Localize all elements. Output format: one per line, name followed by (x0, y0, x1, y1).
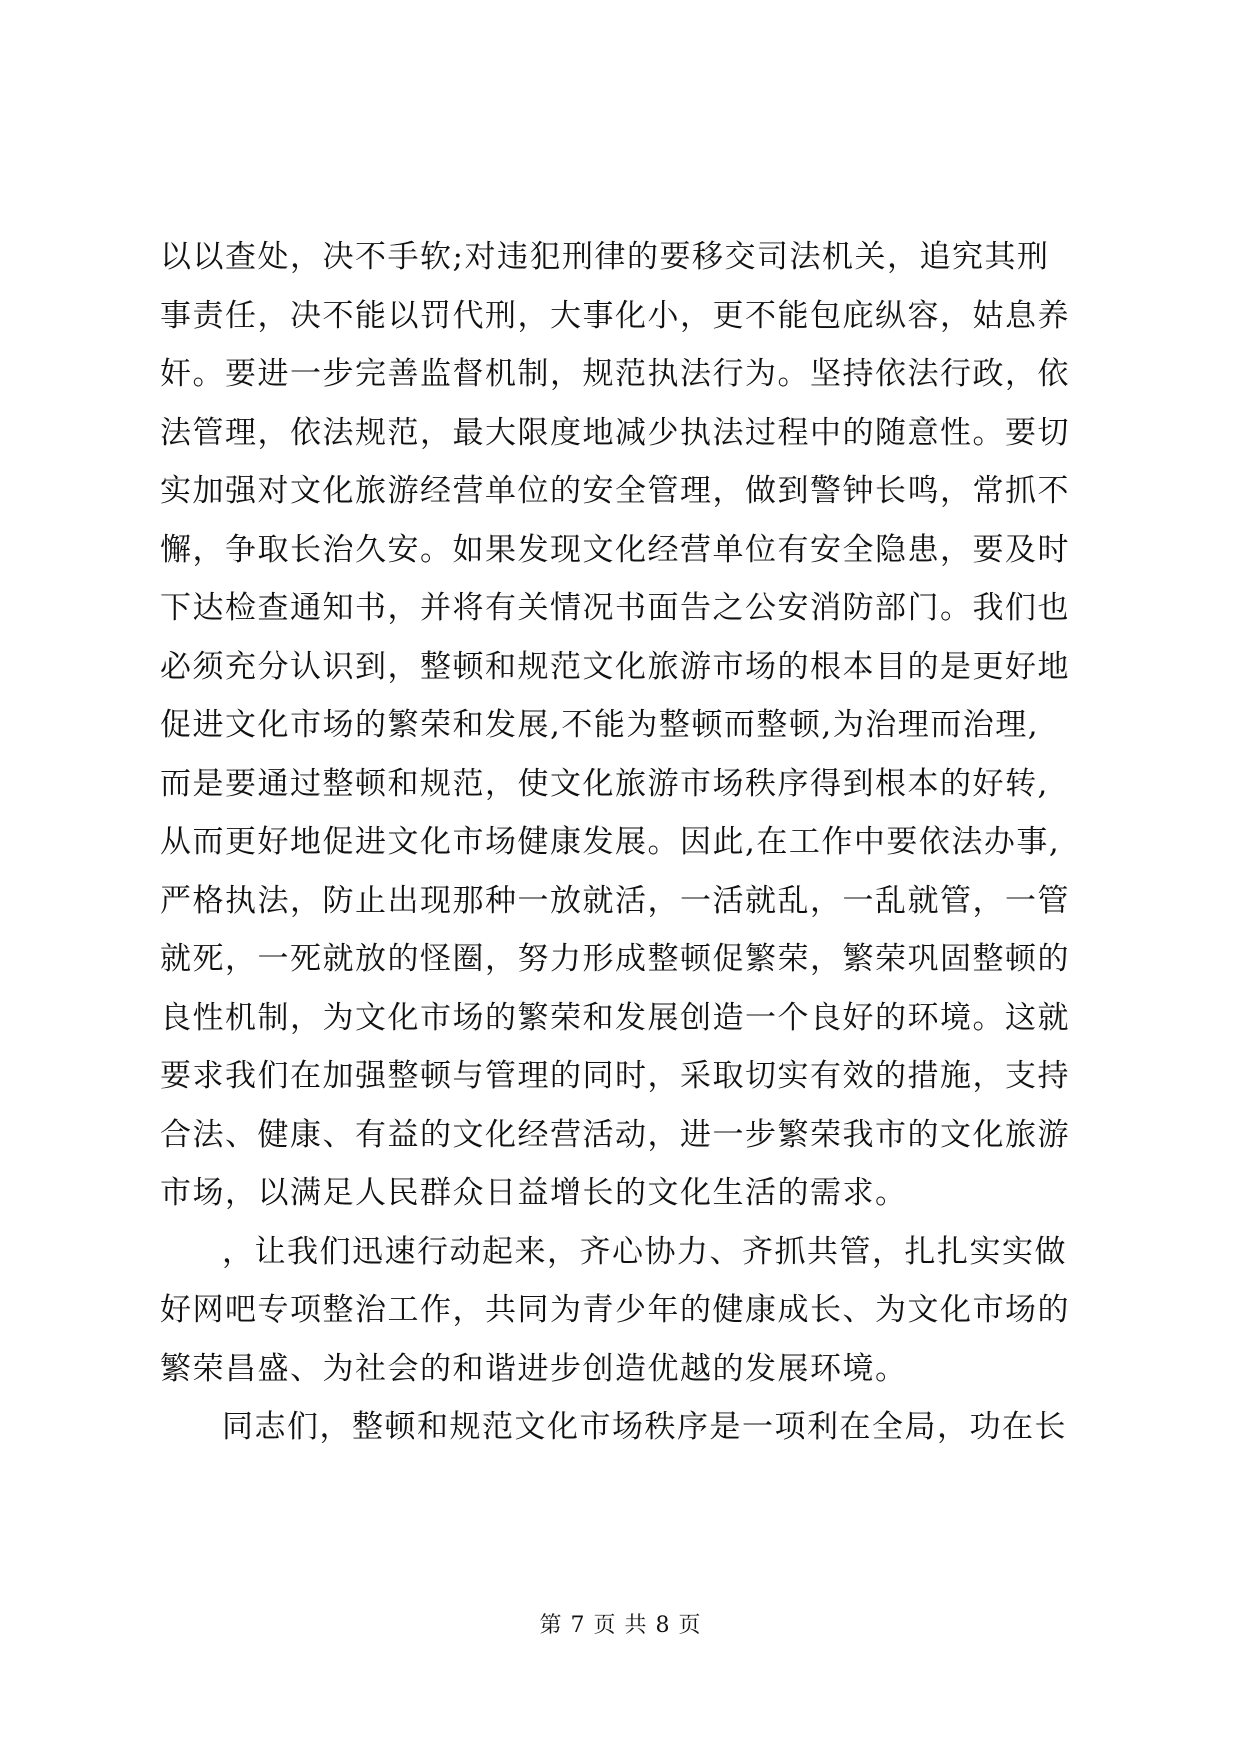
text-line: 好网吧专项整治工作，共同为青少年的健康成长、为文化市场的 (160, 1292, 1070, 1328)
text-line: 事责任，决不能以罚代刑，大事化小，更不能包庇纵容，姑息养 (160, 297, 1070, 334)
paragraph (160, 1398, 1090, 1457)
text-line: 市场，以满足人民群众日益增长的文化生活的需求。 (160, 1175, 908, 1211)
text-line: 而是要通过整顿和规范，使文化旅游市场秩序得到根本的好转, (160, 765, 1049, 802)
text-line: 合法、健康、有益的文化经营活动，进一步繁荣我市的文化旅游 (160, 1116, 1070, 1153)
paragraph (160, 1223, 1090, 1399)
text-line: 实加强对文化旅游经营单位的安全管理，做到警钟长鸣，常抓不 (160, 473, 1070, 509)
text-line: 必须充分认识到，整顿和规范文化旅游市场的根本目的是更好地 (160, 648, 1070, 685)
text-line: 繁荣昌盛、为社会的和谐进步创造优越的发展环境。 (160, 1350, 908, 1387)
text-line: 要求我们在加强整顿与管理的同时，采取切实有效的措施，支持 (160, 1058, 1070, 1094)
text-line: 懈，争取长治久安。如果发现文化经营单位有安全隐患，要及时 (160, 531, 1070, 568)
text-line: 同志们，整顿和规范文化市场秩序是一项利在全局，功在长 (222, 1409, 1067, 1445)
text-line: 以以查处，决不手软;对违犯刑律的要移交司法机关，追究其刑 (160, 239, 1050, 275)
text-line: 良性机制，为文化市场的繁荣和发展创造一个良好的环境。这就 (160, 999, 1070, 1036)
text-line: 严格执法，防止出现那种一放就活，一活就乱，一乱就管，一管 (160, 882, 1070, 919)
document-body (160, 228, 1090, 1457)
text-line: 从而更好地促进文化市场健康发展。因此,在工作中要依法办事, (160, 824, 1061, 860)
text-line: 下达检查通知书，并将有关情况书面告之公安消防部门。我们也 (160, 590, 1070, 626)
text-line: 奸。要进一步完善监督机制，规范执法行为。坚持依法行政，依 (160, 356, 1070, 392)
text-line: 促进文化市场的繁荣和发展,不能为整顿而整顿,为治理而治理, (160, 707, 1040, 743)
text-line: ，让我们迅速行动起来，齐心协力、齐抓共管，扎扎实实做 (222, 1233, 1067, 1270)
text-line: 就死，一死就放的怪圈，努力形成整顿促繁荣，繁荣巩固整顿的 (160, 941, 1070, 977)
page-footer: 第 7 页 共 8 页 (539, 1613, 702, 1638)
text-line: 法管理，依法规范，最大限度地减少执法过程中的随意性。要切 (160, 414, 1070, 451)
paragraph (160, 228, 1090, 1223)
